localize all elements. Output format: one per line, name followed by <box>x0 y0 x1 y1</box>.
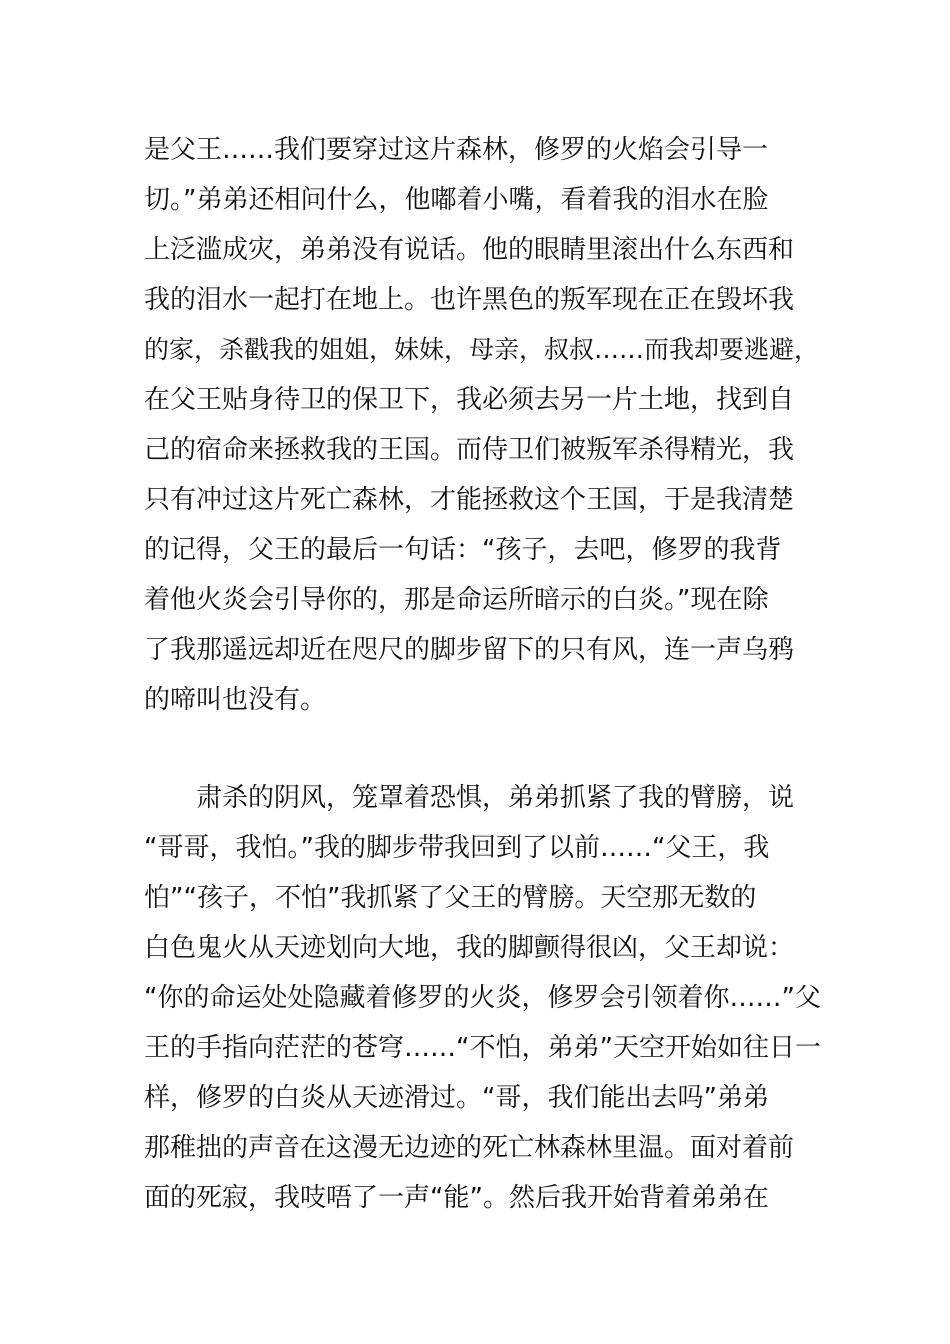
text-line: 了我那遥远却近在咫尺的脚步留下的只有风，连一声乌鸦 <box>144 635 795 665</box>
text-line: 那稚拙的声音在这漫无边迹的死亡林森林里温。面对着前 <box>144 1133 795 1163</box>
text-line: 着他火炎会引导你的，那是命运所暗示的白炎。”现在除 <box>144 585 769 615</box>
text-line: 白色鬼火从天迹划向大地，我的脚颤得很凶，父王却说： <box>144 933 795 963</box>
text-line: “你的命运处处隐藏着修罗的火炎，修罗会引领着你……”父 <box>144 983 821 1013</box>
text-line: 我的泪水一起打在地上。也许黑色的叛军现在正在毁坏我 <box>144 285 795 315</box>
text-line: 的啼叫也没有。 <box>144 685 327 715</box>
text-line: 王的手指向茫茫的苍穹……“不怕，弟弟”天空开始如往日一 <box>144 1033 821 1063</box>
text-line: 怕”“孩子，不怕”我抓紧了父王的臂膀。天空那无数的 <box>144 883 757 913</box>
text-line: 的记得，父王的最后一句话：“孩子，去吧，修罗的我背 <box>144 535 782 565</box>
text-line: 面的死寂，我吱唔了一声“能”。然后我开始背着弟弟在 <box>144 1183 769 1213</box>
text-line: 样，修罗的白炎从天迹滑过。“哥，我们能出去吗”弟弟 <box>144 1083 769 1113</box>
text-line: 只有冲过这片死亡森林，才能拯救这个王国，于是我清楚 <box>144 485 795 515</box>
text-line: 是父王……我们要穿过这片森林，修罗的火焰会引导一 <box>144 135 769 165</box>
text-line: 切。”弟弟还相问什么，他嘟着小嘴，看着我的泪水在脸 <box>144 185 769 215</box>
text-line: 己的宿命来拯救我的王国。而侍卫们被叛军杀得精光，我 <box>144 435 795 465</box>
text-line: 上泛滥成灾，弟弟没有说话。他的眼睛里滚出什么东西和 <box>144 235 795 265</box>
text-line: 肃杀的阴风，笼罩着恐惧，弟弟抓紧了我的臂膀，说 <box>196 783 795 813</box>
text-line: 在父王贴身待卫的保卫下，我必须去另一片土地，找到自 <box>144 385 795 415</box>
text-line: “哥哥，我怕。”我的脚步带我回到了以前……“父王，我 <box>144 833 770 863</box>
text-line: 的家，杀戳我的姐姐，妹妹，母亲，叔叔……而我却要逃避， <box>144 335 820 364</box>
